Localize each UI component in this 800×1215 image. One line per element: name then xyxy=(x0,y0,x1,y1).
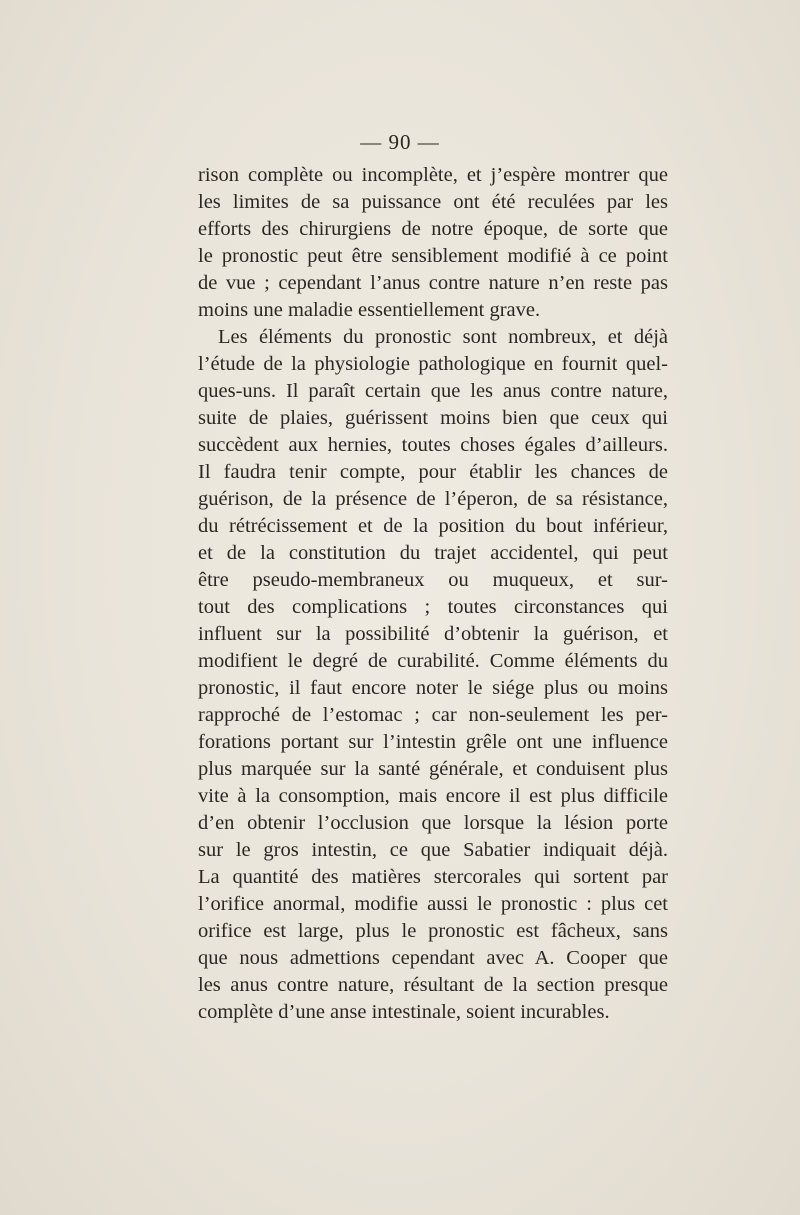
text-line: efforts des chirurgiens de notre époque, de sorte que xyxy=(198,218,668,240)
text-line: Les éléments du pronostic sont nombreux, et déjà xyxy=(218,326,668,348)
text-line: les limites de sa puissance ont été reculées par les xyxy=(198,191,668,213)
text-line: orifice est large, plus le pronostic est fâcheux, sans xyxy=(198,920,668,942)
text-line: suite de plaies, guérissent moins bien que ceux qui xyxy=(198,407,668,429)
text-line: influent sur la possibilité d’obtenir la guérison, et xyxy=(198,623,668,645)
text-line: rapproché de l’estomac ; car non-seulement les per- xyxy=(198,704,668,726)
text-line: plus marquée sur la santé générale, et conduisent plus xyxy=(198,758,668,780)
text-line: moins une maladie essentiellement grave. xyxy=(198,299,541,321)
text-line: d’en obtenir l’occlusion que lorsque la lésion porte xyxy=(198,812,668,834)
page-number: — 90 — xyxy=(360,130,440,154)
text-line: le pronostic peut être sensiblement modifié à ce point xyxy=(198,245,668,267)
text-line: être pseudo-membraneux ou muqueux, et sur- xyxy=(198,569,668,591)
text-line: de vue ; cependant l’anus contre nature n’en reste pas xyxy=(198,272,668,294)
text-line: modifient le degré de curabilité. Comme éléments du xyxy=(198,650,668,672)
text-line: forations portant sur l’intestin grêle ont une influence xyxy=(198,731,668,753)
body-text xyxy=(198,162,668,1026)
text-line: sur le gros intestin, ce que Sabatier indiquait déjà. xyxy=(198,839,668,861)
text-line: complète d’une anse intestinale, soient incurables. xyxy=(198,1001,610,1023)
text-line: guérison, de la présence de l’éperon, de sa résistance, xyxy=(198,488,668,510)
text-line: l’orifice anormal, modifie aussi le pronostic : plus cet xyxy=(198,893,668,915)
text-line: tout des complications ; toutes circonstances qui xyxy=(198,596,668,618)
text-line: rison complète ou incomplète, et j’espère montrer que xyxy=(198,164,668,186)
text-line: vite à la consomption, mais encore il est plus difficile xyxy=(198,785,668,807)
text-line: que nous admettions cependant avec A. Cooper que xyxy=(198,947,668,969)
text-line: succèdent aux hernies, toutes choses égales d’ailleurs. xyxy=(198,434,668,456)
text-line: du rétrécissement et de la position du bout inférieur, xyxy=(198,515,668,537)
text-line: pronostic, il faut encore noter le siége plus ou moins xyxy=(198,677,668,699)
text-line: ques-uns. Il paraît certain que les anus contre nature, xyxy=(198,380,668,402)
text-line: l’étude de la physiologie pathologique en fournit quel- xyxy=(198,353,668,375)
text-line: Il faudra tenir compte, pour établir les chances de xyxy=(198,461,668,483)
text-line: La quantité des matières stercorales qui sortent par xyxy=(198,866,668,888)
text-line: et de la constitution du trajet accidentel, qui peut xyxy=(198,542,668,564)
text-line: les anus contre nature, résultant de la section presque xyxy=(198,974,668,996)
